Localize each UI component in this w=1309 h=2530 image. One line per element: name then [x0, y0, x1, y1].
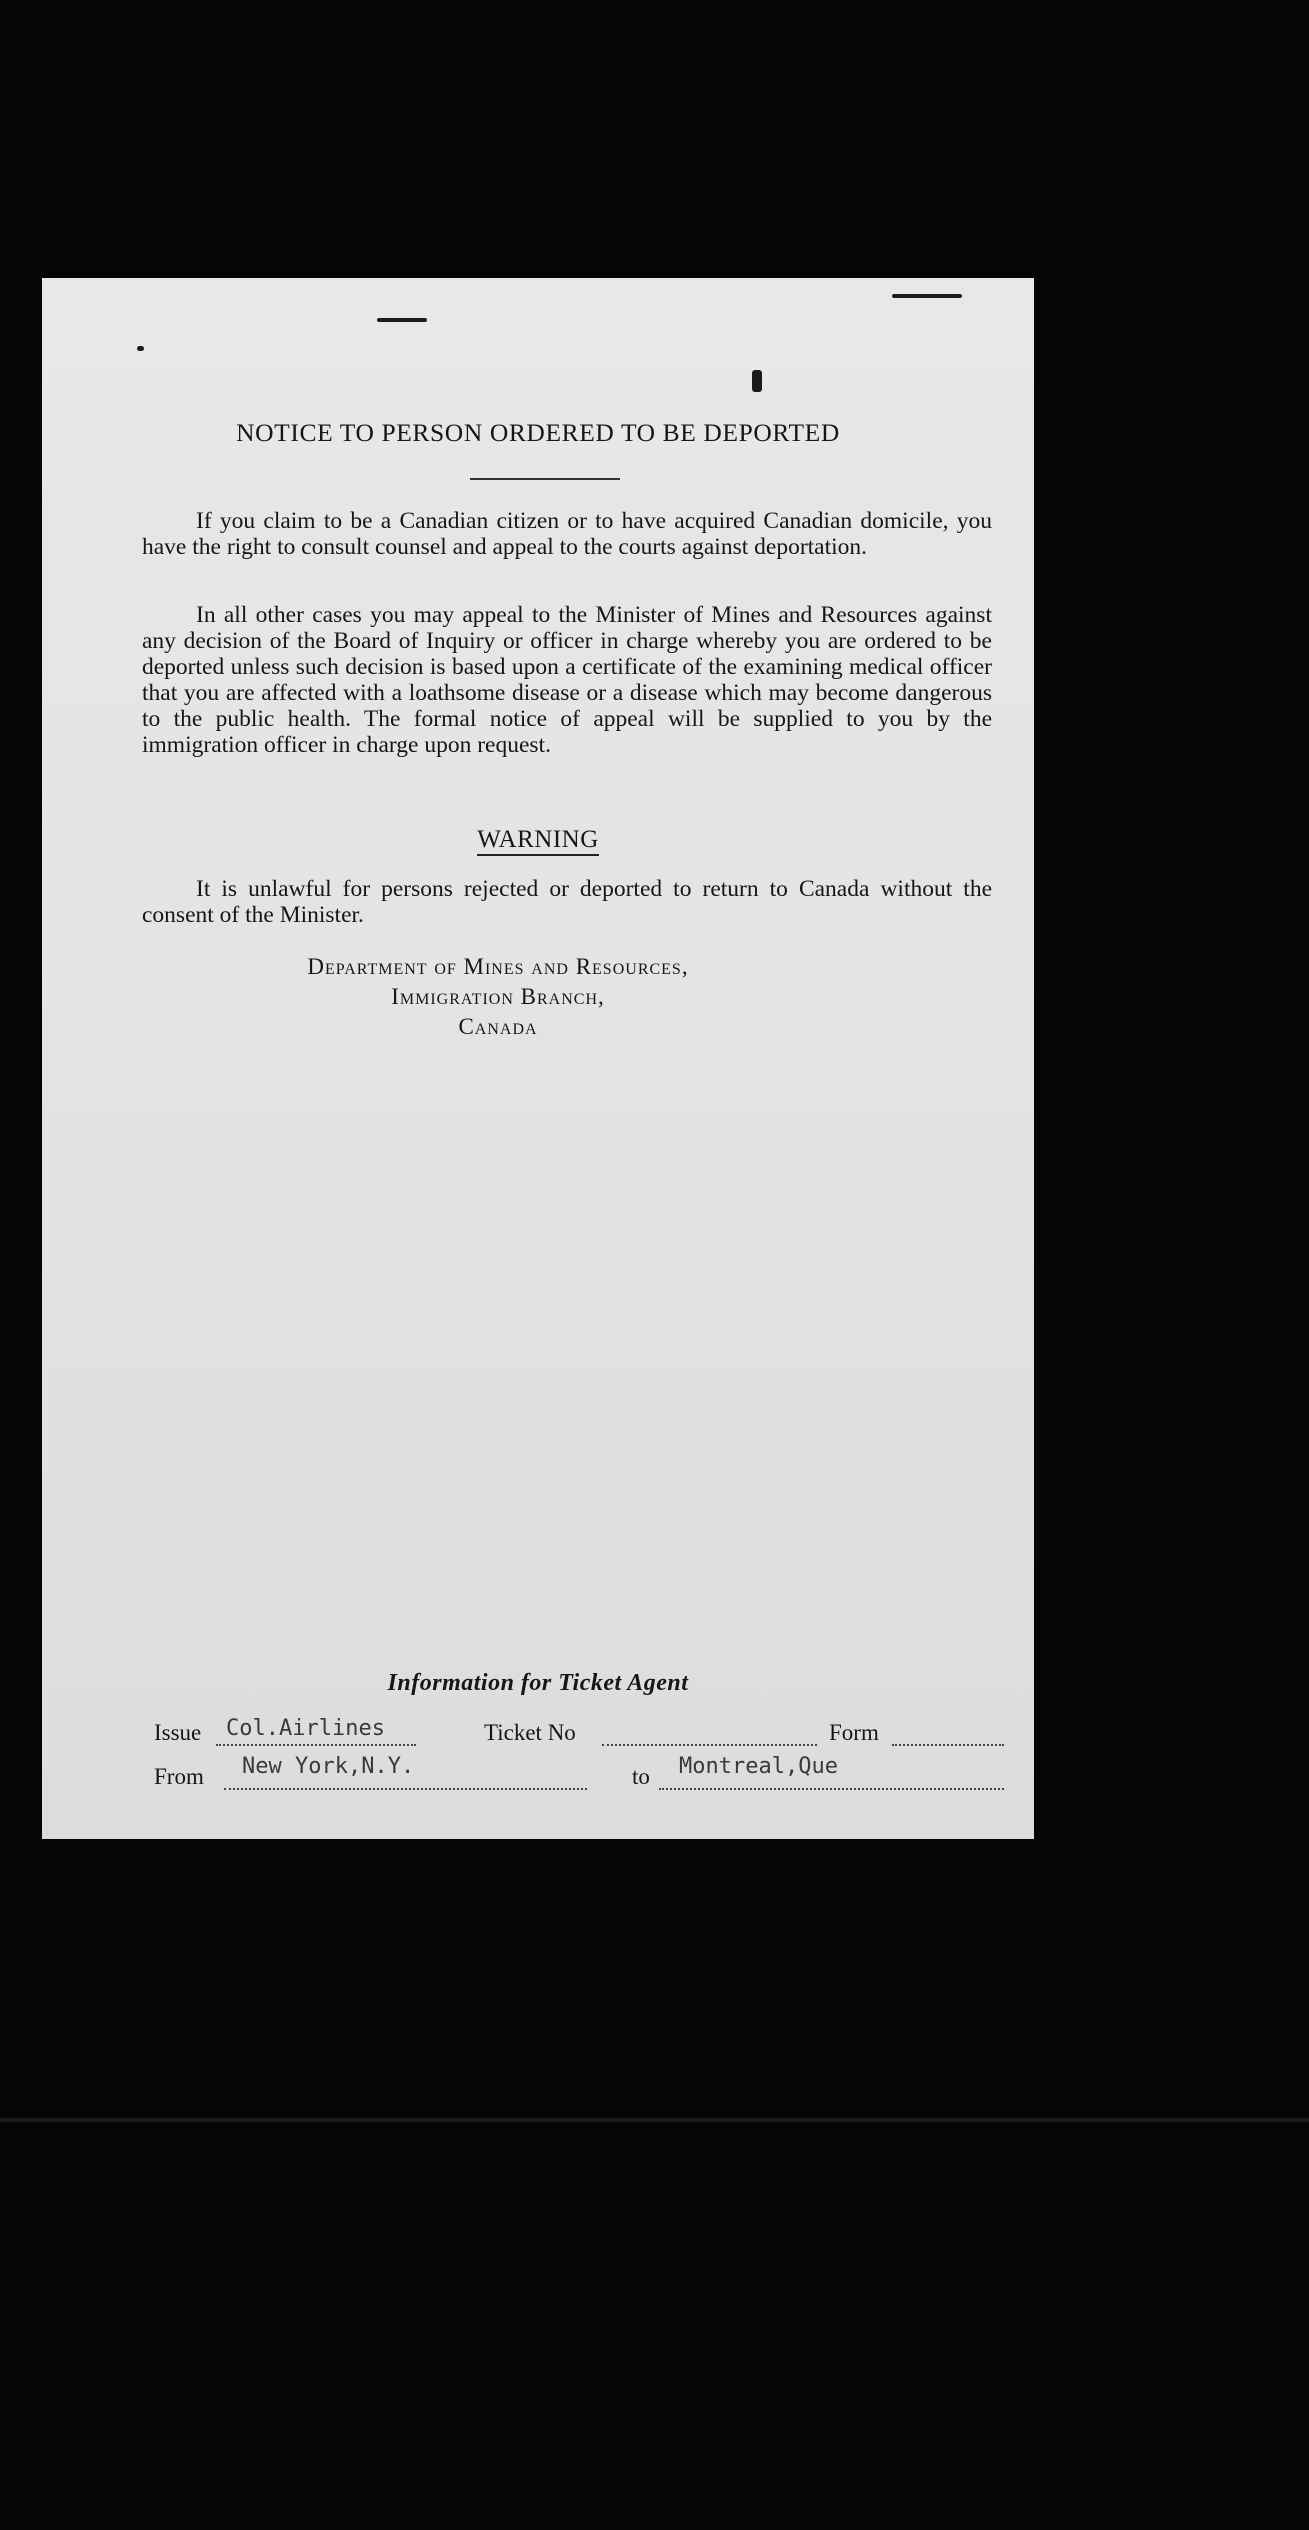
form-field-line — [892, 1744, 1004, 1746]
deportation-notice-document — [42, 278, 1034, 1839]
signature-country: Canada — [458, 1014, 538, 1039]
from-field-value: New York,N.Y. — [242, 1754, 415, 1779]
warning-heading-text: WARNING — [477, 826, 599, 856]
ink-smudge-mark — [377, 318, 427, 322]
ticket-agent-heading: Information for Ticket Agent — [387, 1670, 689, 1696]
minister-appeal-paragraph: In all other cases you may appeal to the Minister of Mines and Resources against any decision of the Board of Inquiry or officer in charge whereby you are ordered to be deported unless such decision is based upon a certificate of the examining medical officer that you are affected with a loathsome disease or a disease which may become dangerous to the public health. The formal notice of appeal will be supplied to you by the immigration officer in charge upon request. — [142, 602, 992, 758]
issue-field-line — [216, 1744, 416, 1746]
ink-smudge-mark — [137, 346, 144, 351]
scan-band-divider — [0, 2118, 1309, 2122]
form-label: Form — [829, 1720, 879, 1745]
warning-heading — [42, 826, 1034, 854]
issue-label: Issue — [154, 1720, 202, 1745]
ink-smudge-mark — [752, 370, 762, 392]
title-divider — [470, 478, 620, 480]
ink-smudge-mark — [892, 294, 962, 298]
issue-field-value: Col.Airlines — [226, 1716, 385, 1741]
document-title: NOTICE TO PERSON ORDERED TO BE DEPORTED — [236, 418, 840, 447]
to-label: to — [632, 1764, 650, 1789]
signature-department: Department of Mines and Resources, — [307, 954, 689, 979]
to-field-line — [659, 1788, 1004, 1790]
warning-paragraph: It is unlawful for persons rejected or deported to return to Canada without the consent of the Minister. — [142, 876, 992, 928]
signature-branch: Immigration Branch, — [391, 984, 605, 1009]
ticket-no-field-line — [602, 1744, 817, 1746]
from-label: From — [154, 1764, 204, 1789]
to-field-value: Montreal,Que — [679, 1754, 838, 1779]
citizen-appeal-paragraph: If you claim to be a Canadian citizen or to have acquired Canadian domicile, you have the right to consult counsel and appeal to the courts against deportation. — [142, 508, 992, 560]
ticket-no-label: Ticket No — [484, 1720, 576, 1745]
from-field-line — [224, 1788, 587, 1790]
